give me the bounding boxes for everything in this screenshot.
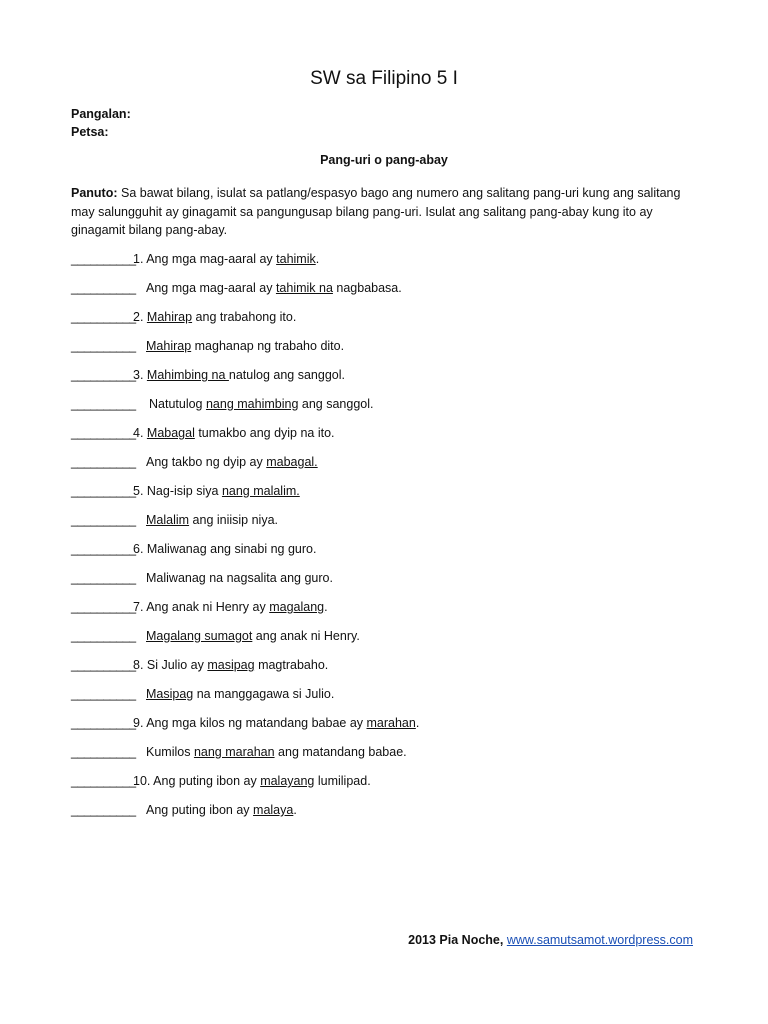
item-text: ang anak ni Henry. (252, 629, 360, 643)
underlined-word: nang malalim. (221, 484, 300, 498)
item-text: Ang puting ibon ay (146, 803, 254, 817)
exercise-item-10 (71, 772, 711, 801)
item-text: magtrabaho. (254, 658, 329, 672)
answer-blank[interactable] (71, 482, 133, 500)
exercise-item-7 (71, 598, 711, 627)
footer-link[interactable]: www.samutsamot.wordpress.com (506, 933, 693, 947)
answer-blank[interactable] (71, 540, 133, 558)
item-text: . (415, 716, 420, 730)
item-text: 9. Ang mga kilos ng matandang babae ay (133, 716, 367, 730)
item-text: maghanap ng trabaho dito. (191, 339, 345, 353)
exercise-item-1 (71, 250, 711, 279)
answer-blank[interactable] (71, 424, 133, 442)
item-text: Ang takbo ng dyip ay (146, 455, 267, 469)
item-text: Ang mga mag-aaral ay (146, 281, 276, 295)
exercise-item-6b (71, 569, 711, 598)
item-text: 10. Ang puting ibon ay (133, 774, 261, 788)
exercise-item-7b (71, 627, 711, 656)
exercise-item-1b (71, 279, 711, 308)
item-text: . (324, 600, 328, 614)
underlined-word: Mahirap (146, 310, 193, 324)
exercise-item-3 (71, 366, 711, 395)
exercise-item-4 (71, 424, 711, 453)
answer-blank[interactable] (71, 453, 133, 471)
underlined-word: Masipag (146, 687, 194, 701)
exercise-item-10b (71, 801, 711, 830)
underlined-word: Mahirap (146, 339, 192, 353)
item-text: Natutulog (149, 397, 206, 411)
item-text: 7. Ang anak ni Henry ay (133, 600, 270, 614)
exercise-item-9 (71, 714, 711, 743)
answer-blank[interactable] (71, 250, 133, 268)
answer-blank[interactable] (71, 656, 133, 674)
underlined-word: malayang (260, 774, 315, 788)
exercise-item-2 (71, 308, 711, 337)
exercise-list (71, 250, 711, 830)
exercise-item-8 (71, 656, 711, 685)
exercise-item-2b (71, 337, 711, 366)
item-text: 8. Si Julio ay (133, 658, 208, 672)
instructions-label: Panuto: (71, 186, 118, 200)
page-title: SW sa Filipino 5 I (310, 68, 458, 89)
underlined-word: tahimik na (275, 281, 333, 295)
underlined-word: mabagal. (266, 455, 318, 469)
item-text: 1. Ang mga mag-aaral ay (133, 252, 277, 266)
item-text: ang iniisip niya. (189, 513, 279, 527)
item-text: . (315, 252, 320, 266)
date-label: Petsa: (71, 125, 109, 139)
answer-blank[interactable] (71, 743, 133, 761)
item-text: Kumilos (146, 745, 194, 759)
underlined-word: marahan (366, 716, 416, 730)
name-label: Pangalan: (71, 107, 131, 121)
underlined-word: nang marahan (193, 745, 275, 759)
exercise-item-8b (71, 685, 711, 714)
underlined-word: Malalim (146, 513, 190, 527)
answer-blank[interactable] (71, 308, 133, 326)
exercise-item-5 (71, 482, 711, 511)
answer-blank[interactable] (71, 685, 133, 703)
instructions (71, 184, 701, 240)
answer-blank[interactable] (71, 569, 133, 587)
item-text: tumakbo ang dyip na ito. (194, 426, 335, 440)
footer-credit (408, 933, 693, 947)
answer-blank[interactable] (71, 598, 133, 616)
answer-blank[interactable] (71, 511, 133, 529)
underlined-word: malaya (253, 803, 294, 817)
answer-blank[interactable] (71, 395, 133, 413)
answer-blank[interactable] (71, 366, 133, 384)
item-text: ang sanggol. (298, 397, 374, 411)
item-text: 3. (133, 368, 147, 382)
item-text: . (293, 803, 297, 817)
underlined-word: Magalang sumagot (146, 629, 253, 643)
item-text: ang matandang babae. (274, 745, 407, 759)
answer-blank[interactable] (71, 714, 133, 732)
item-text: 6. Maliwanag ang sinabi ng guro. (133, 542, 317, 556)
item-text: lumilipad. (314, 774, 371, 788)
answer-blank[interactable] (71, 627, 133, 645)
underlined-word: masipag (207, 658, 255, 672)
underlined-word: Mahimbing na (146, 368, 229, 382)
worksheet-subtitle: Pang-uri o pang-abay (320, 153, 448, 167)
answer-blank[interactable] (71, 772, 133, 790)
exercise-item-3b (71, 395, 711, 424)
item-text: Maliwanag na nagsalita ang guro. (146, 571, 333, 585)
underlined-word: Mabagal (146, 426, 195, 440)
underlined-word: nang mahimbing (205, 397, 299, 411)
exercise-item-6 (71, 540, 711, 569)
item-text: 4. (133, 426, 147, 440)
item-text: na manggagawa si Julio. (193, 687, 335, 701)
item-text: nagbabasa. (332, 281, 402, 295)
instructions-text: Sa bawat bilang, isulat sa patlang/espasyo bago ang numero ang salitang pang-uri kung ang salitang may salungguhit ay ginagamit sa pangungusap bilang pang-uri. Isulat ang salitang pang-abay kung ito ay ginagamit bilang pang-abay. (71, 186, 681, 237)
item-text: 2. (133, 310, 147, 324)
underlined-word: magalang (269, 600, 325, 614)
underlined-word: tahimik (276, 252, 316, 266)
item-text: 5. Nag-isip siya (133, 484, 222, 498)
exercise-item-4b (71, 453, 711, 482)
item-text: natulog ang sanggol. (228, 368, 345, 382)
answer-blank[interactable] (71, 279, 133, 297)
exercise-item-5b (71, 511, 711, 540)
exercise-item-9b (71, 743, 711, 772)
answer-blank[interactable] (71, 801, 133, 819)
item-text: ang trabahong ito. (192, 310, 297, 324)
footer-credit-text: 2013 Pia Noche, (408, 933, 507, 947)
answer-blank[interactable] (71, 337, 133, 355)
